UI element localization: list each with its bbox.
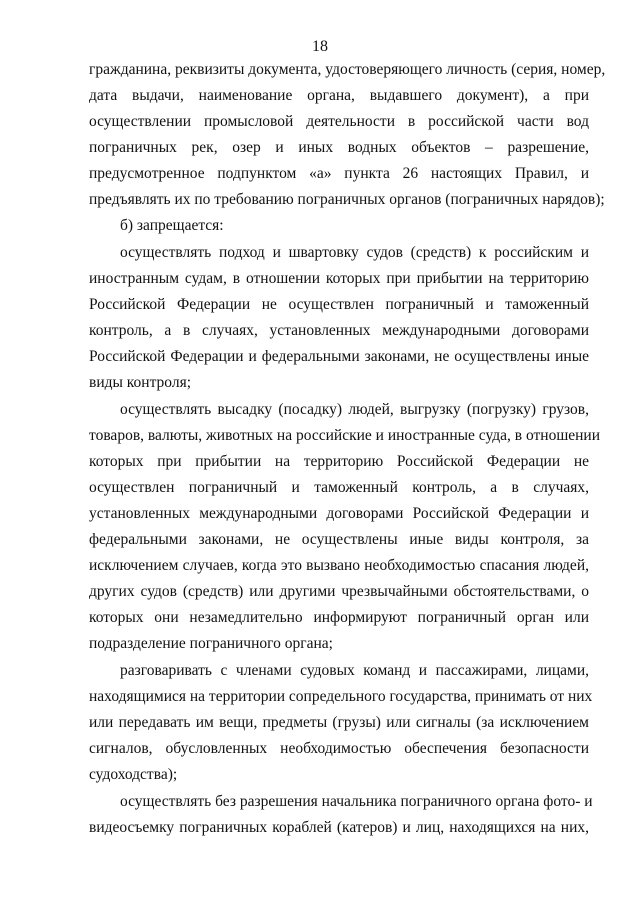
text-line: которых они незамедлительно информируют пограничный орган или xyxy=(89,609,589,626)
text-line: гражданина, реквизиты документа, удостоверяющего личность (серия, номер, xyxy=(89,61,606,78)
text-line: сигналов, обусловленных необходимостью обеспечения безопасности xyxy=(89,740,589,757)
text-line: иностранным судам, в отношении которых при прибытии на территорию xyxy=(89,270,589,287)
text-line: или передавать им вещи, предметы (грузы) или сигналы (за исключением xyxy=(89,714,589,731)
text-line: других судов (средств) или другими чрезвычайными обстоятельствами, о xyxy=(89,583,589,600)
text-line: осуществлен пограничный и таможенный контроль, а в случаях, xyxy=(89,479,589,496)
text-line: подразделение пограничного органа; xyxy=(89,635,333,652)
text-line: находящимися на территории сопредельного государства, принимать от них xyxy=(89,688,593,705)
text-line: исключением случаев, когда это вызвано необходимостью спасания людей, xyxy=(89,557,589,574)
text-line: Российской Федерации и федеральными законами, не осуществлены иные xyxy=(89,348,589,365)
text-line: предусмотренное подпунктом «а» пункта 26 настоящих Правил, и xyxy=(89,165,589,182)
text-line: которых при прибытии на территорию Российской Федерации не xyxy=(89,453,589,470)
text-line: разговаривать с членами судовых команд и пассажирами, лицами, xyxy=(120,662,589,679)
text-line: б) запрещается: xyxy=(120,217,224,234)
text-line: видеосъемку пограничных кораблей (катеров) и лиц, находящихся на них, xyxy=(89,819,589,836)
text-line: федеральными законами, не осуществлены иные виды контроля, за xyxy=(89,531,589,548)
text-line: судоходства); xyxy=(89,766,178,783)
text-line: предъявлять их по требованию пограничных органов (пограничных нарядов); xyxy=(89,191,605,208)
text-line: контроль, а в случаях, установленных международными договорами xyxy=(89,322,589,339)
text-line: установленных международными договорами Российской Федерации и xyxy=(89,505,589,522)
text-line: осуществлении промысловой деятельности в российской части вод xyxy=(89,113,589,130)
page-number: 18 xyxy=(312,38,328,55)
text-line: осуществлять без разрешения начальника пограничного органа фото- и xyxy=(120,793,593,810)
text-line: виды контроля; xyxy=(89,374,192,391)
text-line: пограничных рек, озер и иных водных объектов – разрешение, xyxy=(89,139,589,156)
text-line: осуществлять подход и швартовку судов (средств) к российским и xyxy=(120,244,589,261)
text-line: осуществлять высадку (посадку) людей, выгрузку (погрузку) грузов, xyxy=(120,401,589,418)
text-line: дата выдачи, наименование органа, выдавшего документ), а при xyxy=(89,87,589,104)
text-line: товаров, валюты, животных на российские и иностранные суда, в отношении xyxy=(89,427,601,444)
text-line: Российской Федерации не осуществлен пограничный и таможенный xyxy=(89,296,589,313)
